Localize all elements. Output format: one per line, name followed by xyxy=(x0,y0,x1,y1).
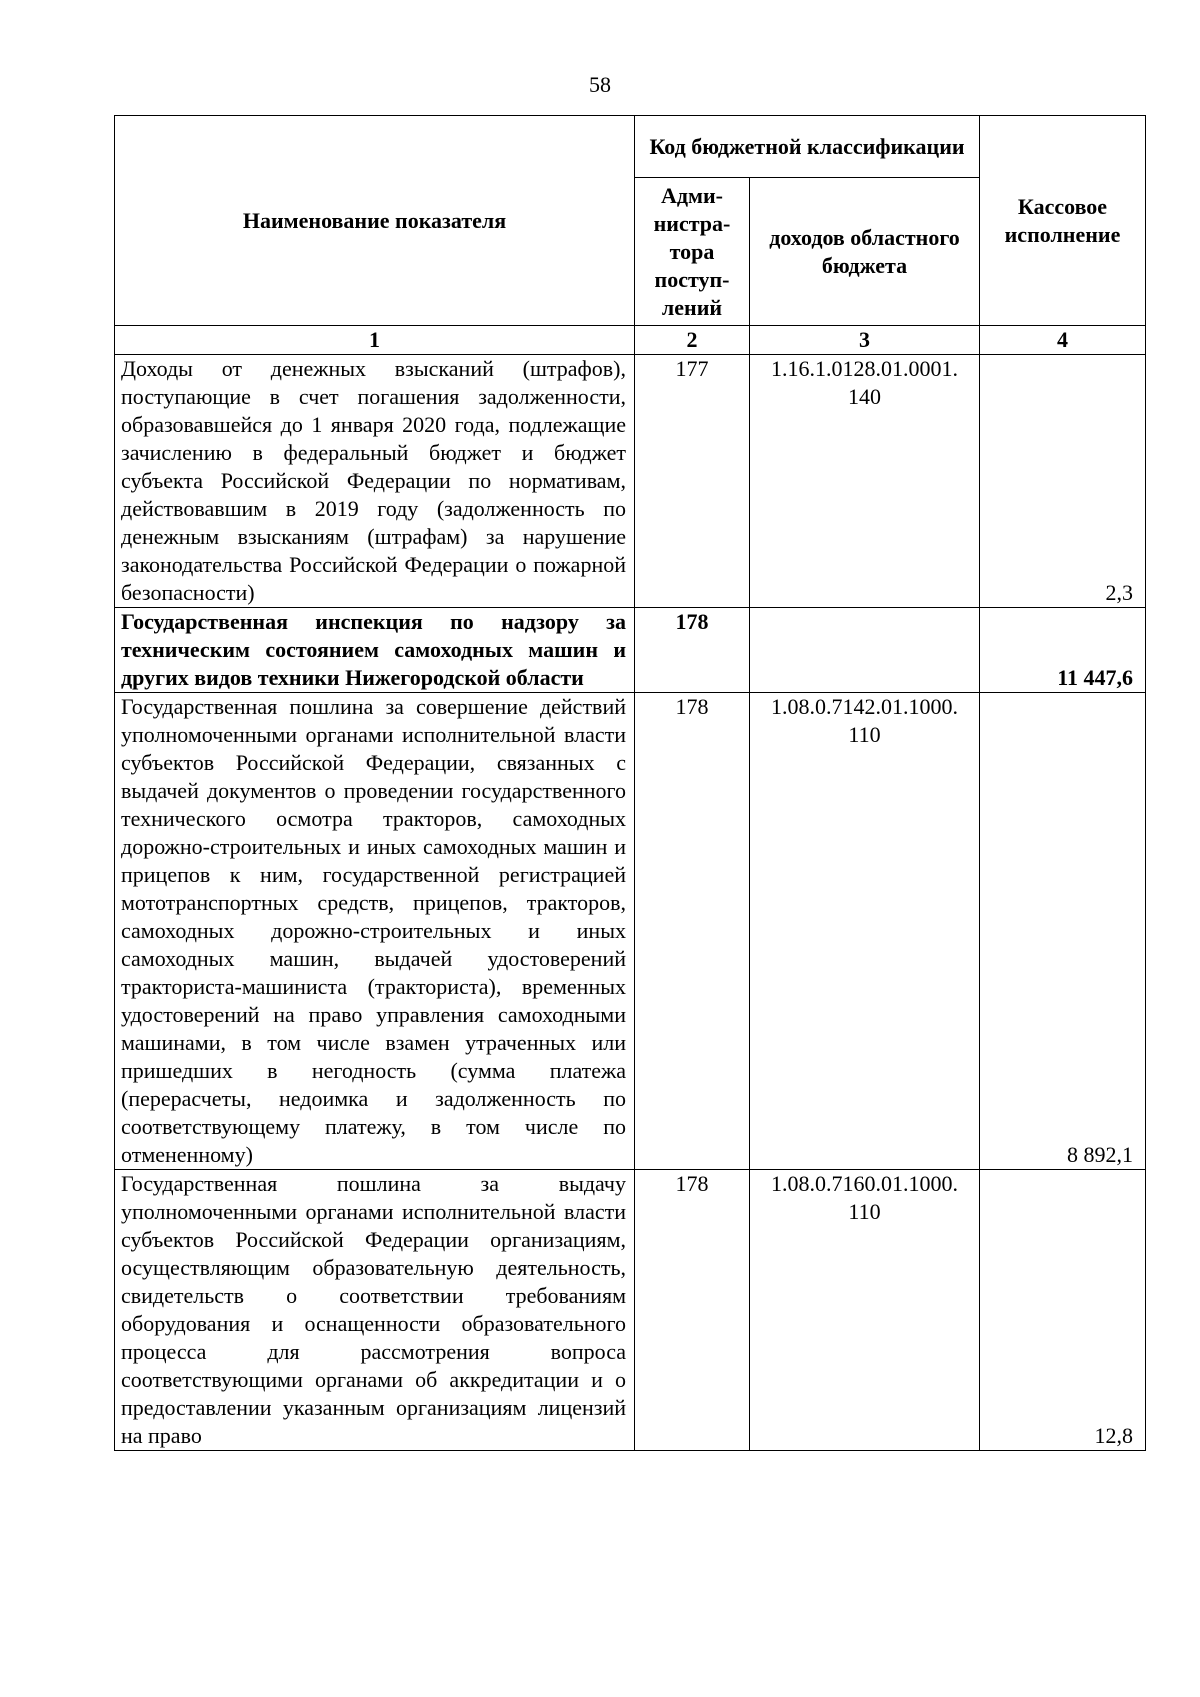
row-name: Государственная пошлина за совершение действий уполномоченными органами исполнительной власти субъектов Российской Федерации, связанных с выдачей документов о проведении государственного технического осмотра тракторов, самоходных дорожно-строительных и иных самоходных машин и прицепов к ним, государственной регистрацией мототранспортных средств, прицепов, тракторов, самоходных дорожно-строительных и иных самоходных машин, выдачей удостоверений тракториста-машиниста (тракториста), временных удостоверений на право управления самоходными машинами, в том числе взамен утраченных или пришедших в негодность (сумма платежа (перерасчеты, недоимка и задолженность по соответствующему платежу, в том числе по отмененному) xyxy=(115,693,635,1170)
row-income-code xyxy=(750,608,980,693)
column-number: 4 xyxy=(980,326,1146,355)
header-income: доходов областного бюджета xyxy=(750,178,980,326)
table-row xyxy=(115,693,1146,1170)
row-amount: 11 447,6 xyxy=(980,608,1146,693)
header-amount: Кассовое исполнение xyxy=(980,116,1146,326)
page-number: 58 xyxy=(589,72,611,97)
row-amount: 2,3 xyxy=(980,355,1146,608)
table-row xyxy=(115,608,1146,693)
column-numbers-row xyxy=(115,326,1146,355)
row-admin-code: 178 xyxy=(635,608,750,693)
row-income-code: 1.08.0.7142.01.1000. 110 xyxy=(750,693,980,1170)
budget-table xyxy=(114,115,1146,1451)
row-admin-code: 177 xyxy=(635,355,750,608)
row-amount: 12,8 xyxy=(980,1170,1146,1451)
column-number: 3 xyxy=(750,326,980,355)
row-name: Государственная инспекция по надзору за техническим состоянием самоходных машин и других видов техники Нижегородской области xyxy=(115,608,635,693)
row-income-code: 1.08.0.7160.01.1000. 110 xyxy=(750,1170,980,1451)
row-admin-code: 178 xyxy=(635,1170,750,1451)
header-code-group: Код бюджетной классификации xyxy=(635,116,980,178)
table-row xyxy=(115,1170,1146,1451)
column-number: 1 xyxy=(115,326,635,355)
header-name: Наименование показателя xyxy=(115,116,635,326)
row-amount: 8 892,1 xyxy=(980,693,1146,1170)
column-number: 2 xyxy=(635,326,750,355)
row-income-code: 1.16.1.0128.01.0001. 140 xyxy=(750,355,980,608)
row-admin-code: 178 xyxy=(635,693,750,1170)
header-admin: Адми-нистра-тора поступ-лений xyxy=(635,178,750,326)
row-name: Государственная пошлина за выдачу уполномоченными органами исполнительной власти субъектов Российской Федерации организациям, осуществляющим образовательную деятельность, свидетельств о соответствии требованиям оборудования и оснащенности образовательного процесса для рассмотрения вопроса соответствующими органами об аккредитации и о предоставлении указанным организациям лицензий на право xyxy=(115,1170,635,1451)
row-name: Доходы от денежных взысканий (штрафов), поступающие в счет погашения задолженности, образовавшейся до 1 января 2020 года, подлежащие зачислению в федеральный бюджет и бюджет субъекта Российской Федерации по нормативам, действовавшим в 2019 году (задолженность по денежным взысканиям (штрафам) за нарушение законодательства Российской Федерации о пожарной безопасности) xyxy=(115,355,635,608)
table-row xyxy=(115,355,1146,608)
